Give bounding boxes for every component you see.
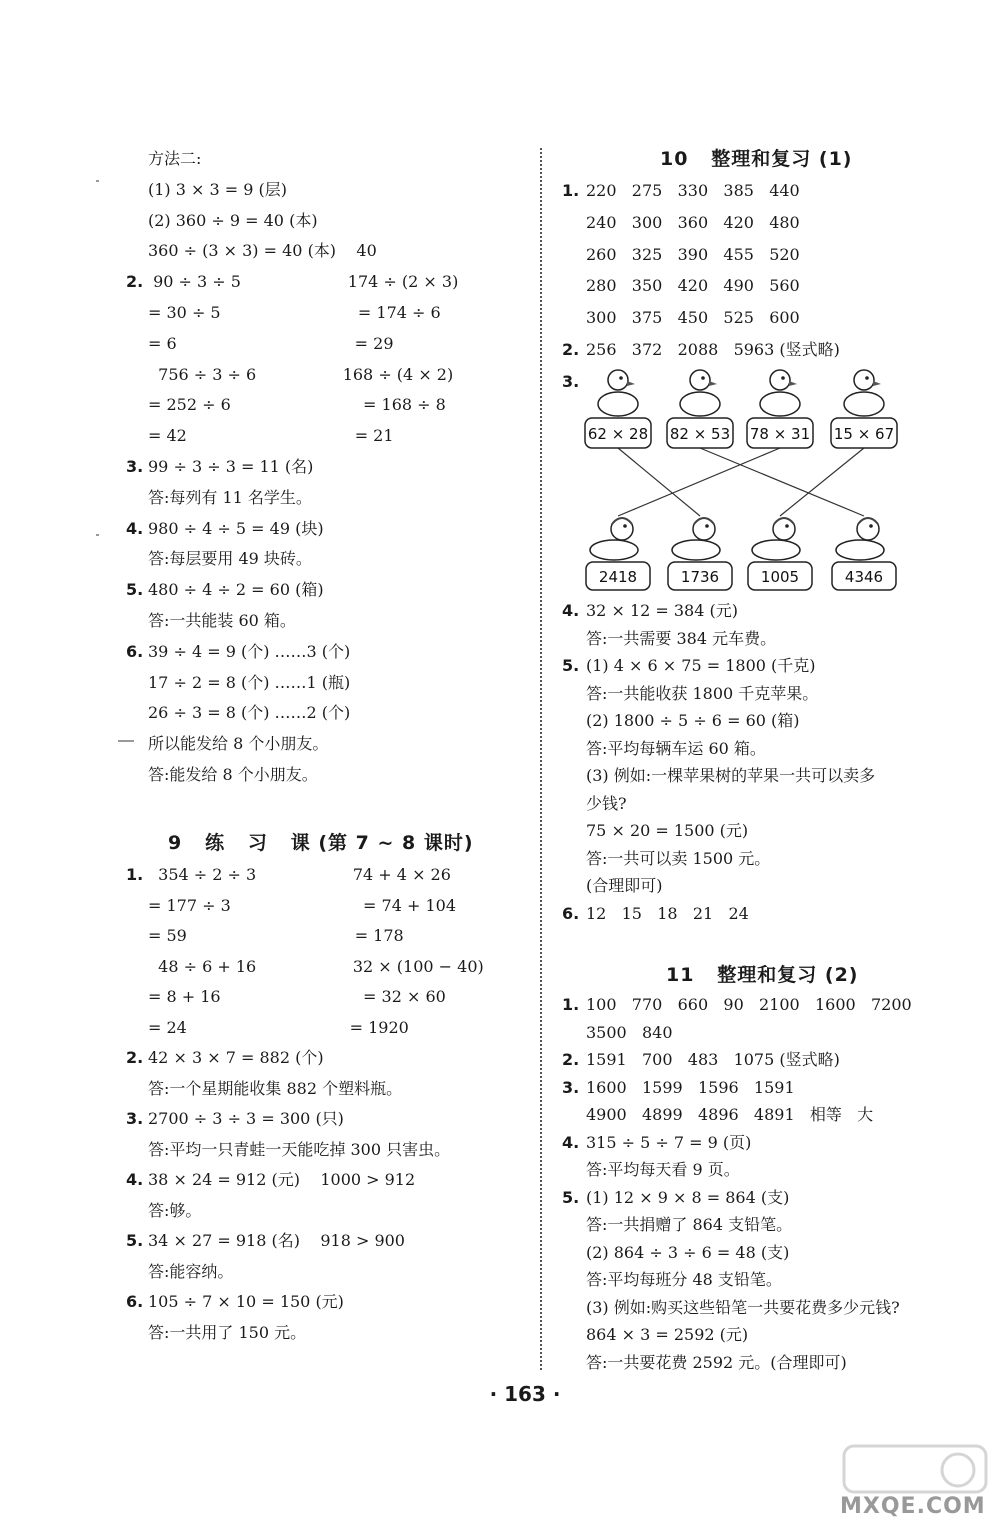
answer-line: (2) 864 ÷ 3 ÷ 6 = 48 (支)	[586, 1242, 790, 1262]
answer-line: 864 × 3 = 2592 (元)	[586, 1325, 749, 1344]
answer-line: 答:够。	[148, 1200, 202, 1220]
question-number: 2.	[126, 272, 144, 292]
result-label: 4346	[844, 568, 884, 586]
duck-icon	[760, 370, 800, 416]
page-number: · 163 ·	[489, 1382, 561, 1406]
question-number: 6.	[126, 641, 144, 661]
answer-line: 4900 4899 4896 4891 相等 大	[586, 1105, 874, 1124]
question-number: 4.	[126, 518, 144, 538]
answer-line: 答:能发给 8 个小朋友。	[148, 765, 318, 784]
match-line	[780, 448, 864, 516]
answer-line: 90 ÷ 3 ÷ 5 174 ÷ (2 × 3)	[148, 272, 459, 292]
answer-line: (2) 360 ÷ 9 = 40 (本)	[148, 210, 318, 230]
answer-line: 980 ÷ 4 ÷ 5 = 49 (块)	[148, 518, 324, 538]
question-number: 2.	[562, 1050, 580, 1069]
expression-label: 82 × 53	[669, 425, 731, 443]
question-number: 5.	[126, 580, 144, 600]
answer-line: = 177 ÷ 3 = 74 + 104	[148, 895, 456, 915]
scan-mark	[118, 740, 134, 742]
answer-line: (1) 3 × 3 = 9 (层)	[148, 179, 288, 199]
answer-line: = 59 = 178	[148, 926, 404, 945]
answer-line: 答:一共能收获 1800 千克苹果。	[586, 683, 819, 703]
result-label: 1736	[680, 568, 720, 586]
section-9-title: 9 练 习 课 (第 7 ~ 8 课时)	[168, 832, 474, 854]
duck-icon	[680, 370, 720, 416]
answer-line: 答:每列有 11 名学生。	[148, 487, 312, 507]
duck-icon	[836, 518, 884, 560]
answer-line: 答:能容纳。	[148, 1261, 234, 1281]
answer-line: 756 ÷ 3 ÷ 6 168 ÷ (4 × 2)	[148, 364, 454, 384]
answer-line: 39 ÷ 4 = 9 (个) ……3 (个)	[148, 641, 351, 661]
answer-line: 48 ÷ 6 + 16 32 × (100 − 40)	[148, 956, 484, 976]
answer-line: 315 ÷ 5 ÷ 7 = 9 (页)	[586, 1132, 752, 1152]
question-number: 1.	[562, 181, 580, 200]
answer-line: (1) 4 × 6 × 75 = 1800 (千克)	[586, 656, 816, 675]
answer-line: 42 × 3 × 7 = 882 (个)	[148, 1048, 324, 1067]
question-number: 6.	[126, 1292, 144, 1311]
answer-line: 3500 840	[586, 1022, 673, 1042]
answer-line: 1591 700 483 1075 (竖式略)	[586, 1050, 840, 1069]
result-label: 2418	[598, 568, 638, 586]
answer-line: (合理即可)	[586, 876, 663, 895]
answer-line: 260 325 390 455 520	[586, 244, 800, 264]
expression-label: 78 × 31	[749, 425, 811, 443]
answer-line: 280 350 420 490 560	[586, 276, 800, 296]
answer-line: 1600 1599 1596 1591	[586, 1077, 795, 1097]
answer-line: 240 300 360 420 480	[586, 212, 800, 232]
question-number: 2.	[126, 1048, 144, 1067]
answer-line: 答:平均每天看 9 页。	[586, 1160, 740, 1179]
question-number: 5.	[126, 1231, 144, 1250]
answer-line: = 8 + 16 = 32 × 60	[148, 987, 446, 1006]
answer-line: 354 ÷ 2 ÷ 3 74 + 4 × 26	[148, 865, 451, 884]
result-label: 1005	[760, 568, 800, 586]
answer-line: 方法二:	[148, 149, 202, 168]
answer-line: 256 372 2088 5963 (竖式略)	[586, 340, 840, 359]
answer-line: 2700 ÷ 3 ÷ 3 = 300 (只)	[148, 1109, 344, 1128]
answer-line: 12 15 18 21 24	[586, 903, 749, 923]
scan-mark	[96, 534, 99, 536]
answer-line: 答:一共可以卖 1500 元。	[586, 848, 771, 868]
answer-line: 答:平均一只青蛙一天能吃掉 300 只害虫。	[148, 1139, 451, 1159]
answer-line: (1) 12 × 9 × 8 = 864 (支)	[586, 1187, 790, 1207]
question-number: 6.	[562, 903, 580, 923]
answer-line: 所以能发给 8 个小朋友。	[148, 734, 329, 754]
question-number: 3.	[562, 1077, 580, 1097]
answer-line: (2) 1800 ÷ 5 ÷ 6 = 60 (箱)	[586, 711, 800, 730]
answer-line: 32 × 12 = 384 (元)	[586, 601, 738, 620]
answer-line: (3) 例如:购买这些铅笔一共要花费多少元钱?	[586, 1297, 900, 1317]
answer-line: 99 ÷ 3 ÷ 3 = 11 (名)	[148, 457, 314, 476]
question-number: 5.	[562, 656, 580, 675]
answer-line: 34 × 27 = 918 (名) 918 > 900	[148, 1231, 405, 1250]
answer-line: 300 375 450 525 600	[586, 308, 800, 328]
answer-line: = 24 = 1920	[148, 1017, 409, 1037]
match-line	[700, 448, 864, 516]
section-10-title: 10 整理和复习 (1)	[660, 148, 853, 170]
answer-line: 220 275 330 385 440	[586, 181, 800, 200]
match-line	[618, 448, 780, 516]
answer-line: 答:一个星期能收集 882 个塑料瓶。	[148, 1078, 403, 1098]
answer-line: 答:一共用了 150 元。	[148, 1322, 307, 1342]
answer-line: 105 ÷ 7 × 10 = 150 (元)	[148, 1292, 344, 1311]
answer-line: = 6 = 29	[148, 333, 394, 353]
answer-line: 少钱?	[586, 793, 627, 813]
answer-line: 360 ÷ (3 × 3) = 40 (本) 40	[148, 241, 377, 261]
question-number: 3.	[126, 457, 144, 476]
duck-matching-figure	[580, 366, 910, 596]
question-number: 4.	[562, 601, 580, 620]
question-number: 3.	[126, 1109, 144, 1128]
answer-line: (3) 例如:一棵苹果树的苹果一共可以卖多	[586, 766, 876, 785]
watermark-site: MXQE.COM	[840, 1494, 986, 1519]
answer-line: 答:一共能装 60 箱。	[148, 611, 296, 630]
duck-icon	[752, 518, 800, 560]
match-line	[618, 448, 700, 516]
answer-line: 答:一共捐赠了 864 支铅笔。	[586, 1215, 793, 1234]
question-number: 4.	[562, 1132, 580, 1152]
answer-line: 75 × 20 = 1500 (元)	[586, 821, 749, 840]
question-number: 5.	[562, 1187, 580, 1207]
answer-line: 26 ÷ 3 = 8 (个) ……2 (个)	[148, 703, 351, 723]
duck-icon	[844, 370, 884, 416]
duck-icon	[598, 370, 638, 416]
question-number: 4.	[126, 1170, 144, 1189]
question-number: 1.	[562, 995, 580, 1014]
answer-line: 480 ÷ 4 ÷ 2 = 60 (箱)	[148, 580, 324, 600]
answer-line: 答:平均每班分 48 支铅笔。	[586, 1270, 782, 1289]
answer-line: 17 ÷ 2 = 8 (个) ……1 (瓶)	[148, 672, 351, 692]
answer-line: 答:每层要用 49 块砖。	[148, 549, 312, 569]
answer-line: = 42 = 21	[148, 426, 394, 446]
section-11-title: 11 整理和复习 (2)	[666, 964, 859, 986]
question-number: 1.	[126, 865, 144, 884]
answer-line: 答:一共要花费 2592 元。(合理即可)	[586, 1352, 847, 1372]
duck-icon	[590, 518, 638, 560]
answer-line: 答:一共需要 384 元车费。	[586, 628, 777, 648]
question-number: 3.	[562, 371, 580, 391]
duck-icon	[672, 518, 720, 560]
answer-line: 38 × 24 = 912 (元) 1000 > 912	[148, 1170, 416, 1189]
answer-line: 答:平均每辆车运 60 箱。	[586, 738, 766, 758]
expression-label: 15 × 67	[833, 425, 895, 443]
scan-mark	[96, 180, 99, 182]
column-divider	[540, 148, 542, 1370]
answer-line: = 30 ÷ 5 = 174 ÷ 6	[148, 303, 441, 322]
question-number: 2.	[562, 340, 580, 359]
expression-label: 62 × 28	[587, 425, 649, 443]
answer-line: 100 770 660 90 2100 1600 7200	[586, 995, 912, 1014]
answer-line: = 252 ÷ 6 = 168 ÷ 8	[148, 395, 446, 415]
